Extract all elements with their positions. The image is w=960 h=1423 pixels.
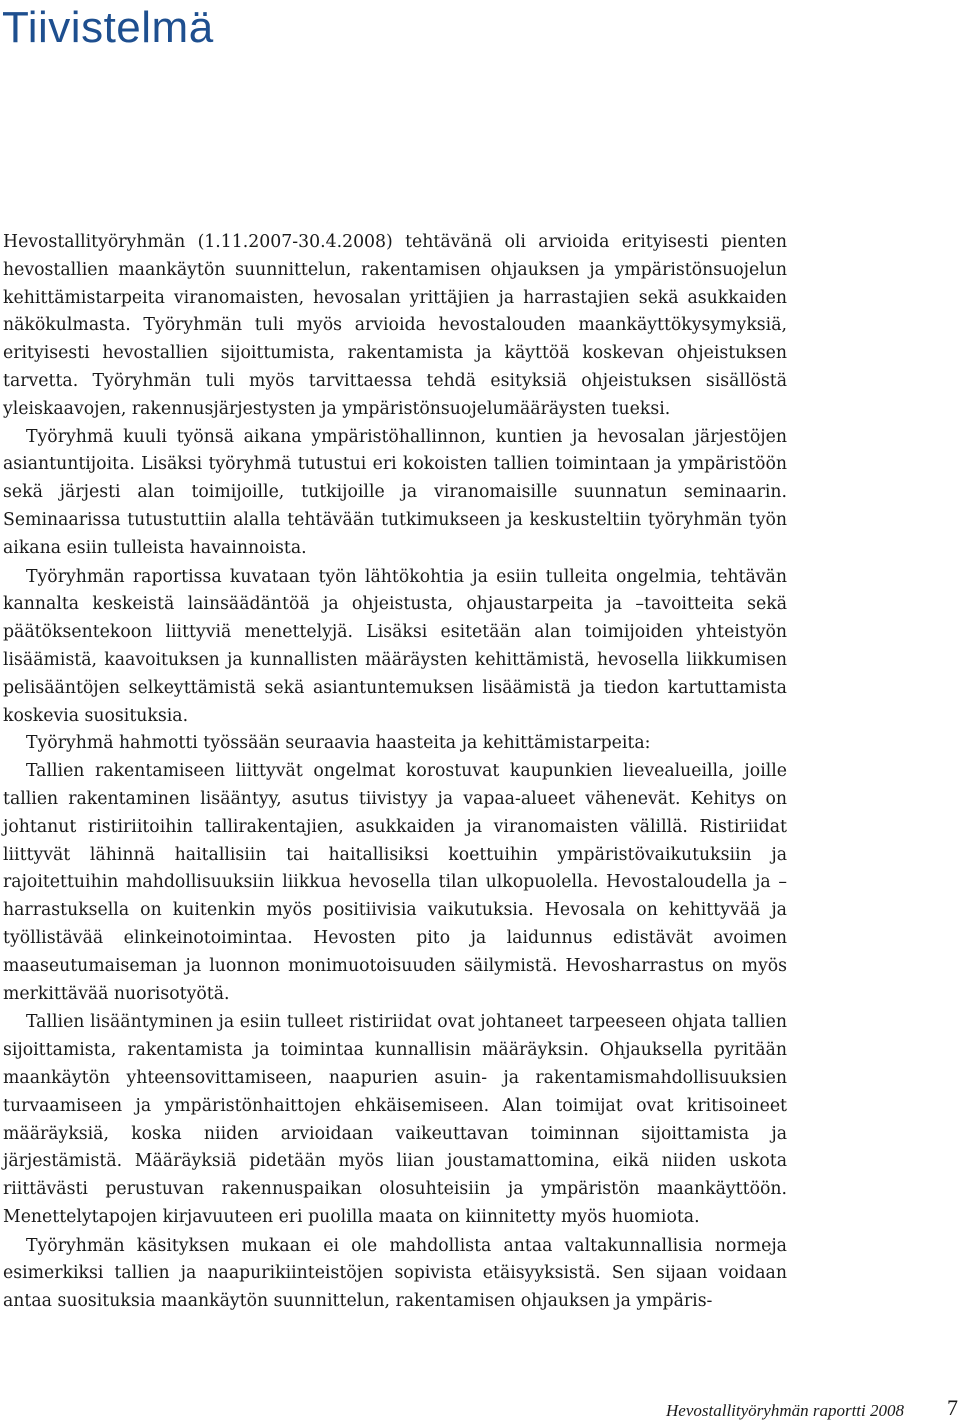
page-number: 7 <box>947 1395 958 1420</box>
page-title: Tiivistelmä <box>2 3 214 52</box>
paragraph-mandate: Hevostallityöryhmän (1.11.2007-30.4.2008) tehtävänä oli arvioida erityisesti pienten hevostallien maankäytön suunnittelun, rakentamisen ohjauksen ja ympäristönsuojelun kehittämistarpeita viranomaisten, hevosalan yrittäjien ja harrastajien sekä asukkaiden näkökulmasta. Työryhmän tuli myös arvioida hevostalouden maankäyttökysymyksiä, erityisesti hevostallien sijoittumista, rakentamista ja käyttöä koskevan ohjeistuksen tarvetta. Työryhmän tuli myös tarvittaessa tehdä esityksiä ohjeistuksen sisällöstä yleiskaavojen, rakennusjärjestysten ja ympäristönsuojelumääräysten tueksi. <box>3 232 787 419</box>
page-footer <box>0 1395 960 1423</box>
paragraph-challenges-intro: Työryhmä hahmotti työssään seuraavia haasteita ja kehittämistarpeita: <box>26 733 651 754</box>
footer-report-title: Hevostallityöryhmän raportti 2008 <box>666 1401 904 1420</box>
paragraph-report-contents: Työryhmän raportissa kuvataan työn lähtökohtia ja esiin tulleita ongelmia, tehtävän kannalta keskeistä lainsäädäntöä ja ohjeistusta, ohjaustarpeita ja –tavoitteita sekä päätöksentekoon liittyviä menettelyjä. Lisäksi esitetään alan toimijoiden yhteistyön lisäämistä, kaavoituksen ja kunnallisten määräysten kehittämistä, hevosella liikkumisen pelisääntöjen selkeyttämistä sekä asiantuntemuksen lisäämistä ja tiedon kartuttamista koskevia suosituksia. <box>3 566 787 726</box>
paragraph-recommendations: Työryhmän käsityksen mukaan ei ole mahdollista antaa valtakunnallisia normeja esimerkiksi tallien ja naapurikiinteistöjen sopivista etäisyyksistä. Sen sijaan voidaan antaa suosituksia maankäytön suunnittelun, rakentamisen ohjauksen ja ympäris- <box>3 1235 787 1312</box>
paragraph-regulation: Tallien lisääntyminen ja esiin tulleet ristiriidat ovat johtaneet tarpeeseen ohjata tallien sijoittamista, rakentamista ja toimintaa kunnallisin määräyksin. Ohjauksella pyritään maankäytön yhteensovittamiseen, naapurien asuin- ja rakentamismahdollisuuksien turvaamiseen ja ympäristönhaittojen ehkäisemiseen. Alan toimijat ovat kritisoineet määräyksiä, koska niiden arvioidaan vaikeuttavan toiminnan sijoittamista ja järjestämistä. Määräyksiä pidetään myös liian joustamattomina, eikä niiden uskota riittävästi perustuvan rakennuspaikan olosuhteisiin ja ympäristön maankäyttöön. Menettelytapojen kirjavuuteen eri puolilla maata on kiinnitetty myös huomiota. <box>3 1012 787 1227</box>
paragraph-stable-problems: Tallien rakentamiseen liittyvät ongelmat korostuvat kaupunkien lievealueilla, joille tallien rakentaminen lisääntyy, asutus tiivistyy ja vapaa-alueet vähenevät. Kehitys on johtanut ristiriitoihin tallirakentajien, asukkaiden ja viranomaisten välillä. Ristiriidat liittyvät lähinnä haitallisiin tai haitallisiksi koettuihin ympäristövaikutuksiin ja rajoitettuihin mahdollisuuksiin liikkua hevosella tilan ulkopuolella. Hevostaloudella ja –harrastuksella on kuitenkin myös positiivisia vaikutuksia. Hevosala on kehittyvää ja työllistävää elinkeinotoimintaa. Hevosten pito ja laidunnus edistävät avoimen maaseutumaiseman ja luonnon monimuotoisuuden säilymistä. Hevosharrastus on myös merkittävää nuorisotyötä. <box>3 761 787 1004</box>
paragraph-consultation: Työryhmä kuuli työnsä aikana ympäristöhallinnon, kuntien ja hevosalan järjestöjen asiantuntijoita. Lisäksi työryhmä tutustui eri kokoisten tallien toimintaan ja ympäristöön sekä järjesti alan toimijoille, tutkijoille ja viranomaisille suunnatun seminaarin. Seminaarissa tutustuttiin alalla tehtävään tutkimukseen ja keskusteltiin työryhmän työn aikana esiin tulleista havainnoista. <box>3 426 787 558</box>
body-text <box>3 229 787 1316</box>
